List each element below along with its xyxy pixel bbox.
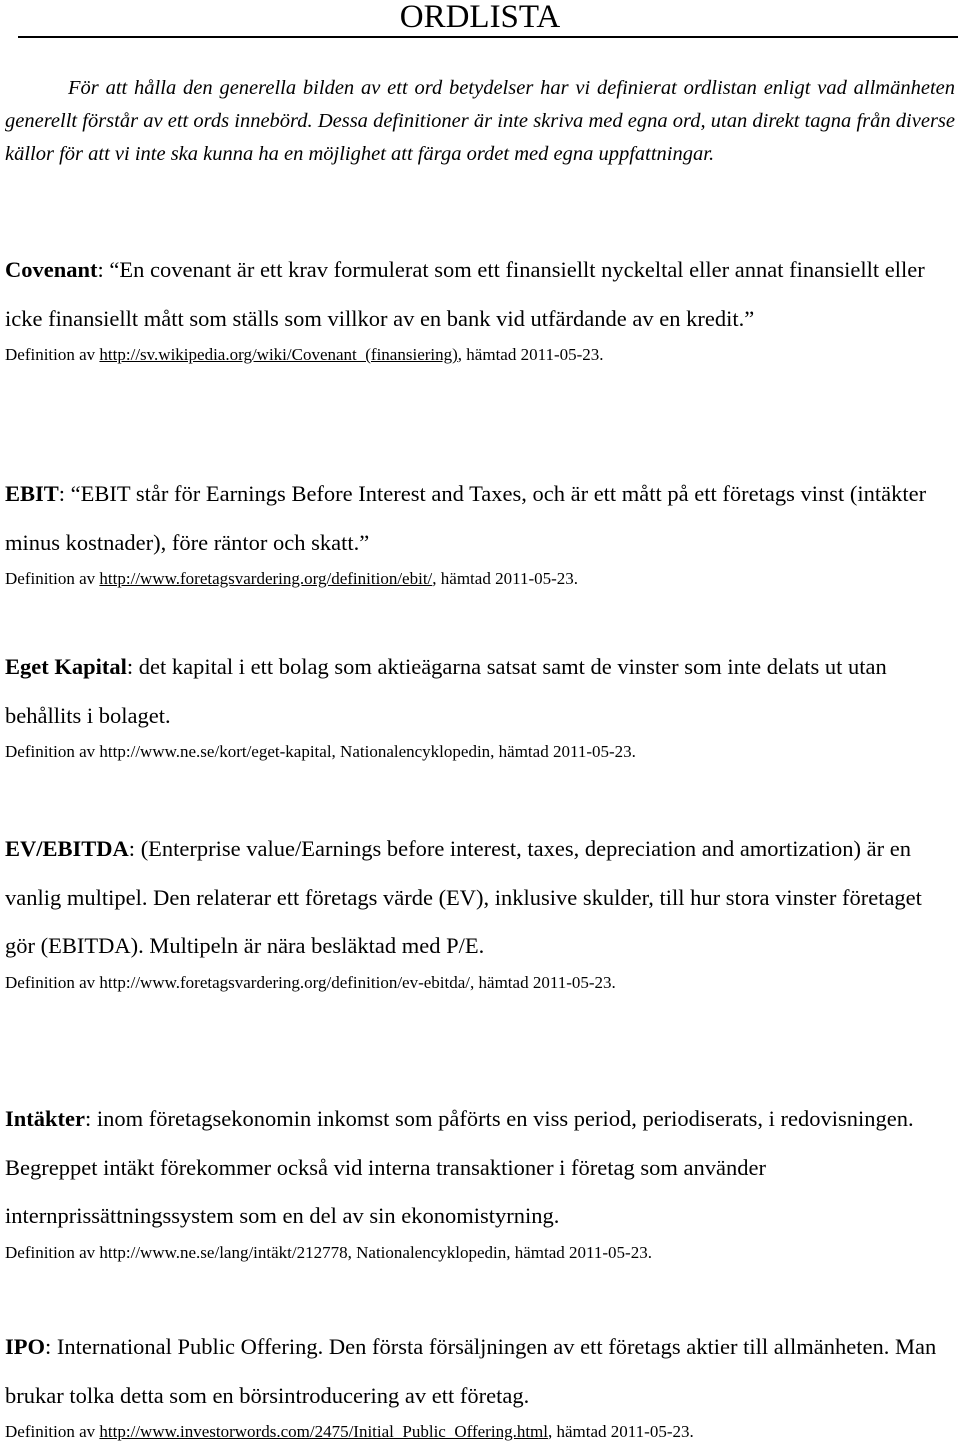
title-divider [18,36,958,38]
source-suffix: , Nationalencyklopedin, hämtad 2011-05-23. [347,1242,652,1262]
source-link[interactable]: http://www.investorwords.com/2475/Initial_Public_Offering.html [99,1422,548,1441]
entry-term: Intäkter [5,1106,85,1131]
glossary-entry-ebit [5,470,953,591]
source-link[interactable]: http://www.ne.se/lang/intäkt/212778 [99,1242,348,1262]
entry-body [5,470,953,567]
entry-term: IPO [5,1334,46,1359]
entry-source [5,1420,953,1444]
source-prefix: Definition av [5,972,100,992]
source-suffix: , hämtad 2011-05-23. [548,1422,694,1441]
glossary-entry-covenant [5,246,953,367]
term-separator: : [128,836,141,861]
intro-paragraph: För att hålla den generella bilden av ett ord betydelser har vi definierat ordlistan enligt vad allmänheten generellt förstår av ett ords innebörd. Dessa definitioner är inte skriva med egna ord, utan direkt tagna från diverse källor för att vi inte ska kunna ha en möjlighet att färga ordet med egna uppfattningar. [5,77,955,165]
source-link[interactable]: http://www.foretagsvardering.org/definition/ev-ebitda/ [99,972,471,992]
term-separator: : [45,1334,57,1359]
source-link[interactable]: http://sv.wikipedia.org/wiki/Covenant_(finansiering) [99,345,458,364]
source-suffix: , hämtad 2011-05-23. [457,345,604,364]
entry-term: Eget Kapital [5,654,127,679]
entry-term: EBIT [5,481,59,506]
glossary-entry-intakter [5,1095,953,1265]
source-suffix: , hämtad 2011-05-23. [470,972,616,992]
source-prefix: Definition av [5,569,100,588]
glossary-entry-ipo [5,1323,953,1444]
entry-body [5,1095,953,1241]
source-prefix: Definition av [5,1242,100,1262]
source-link[interactable]: http://www.foretagsvardering.org/definition/ebit/ [99,569,433,588]
term-separator: : [85,1106,97,1131]
entry-source [5,971,953,995]
entry-definition: En covenant är ett krav formulerat som ett finansiellt nyckeltal eller annat finansiellt eller icke finansiellt mått som ställs som villkor av en bank vid utfärdande av en kredit. [5,257,925,331]
entry-definition: EBIT står för Earnings Before Interest and Taxes, och är ett mått på ett företags vinst (intäkter minus kostnader), före räntor och skatt. [5,481,927,555]
entry-body [5,246,953,343]
term-separator: : “ [97,257,120,282]
entry-body [5,643,953,740]
closing-quote: ” [359,529,370,555]
source-suffix: , Nationalencyklopedin, hämtad 2011-05-23. [331,742,636,761]
entry-body [5,825,953,971]
entry-source [5,567,953,591]
entry-source [5,1241,953,1265]
source-suffix: , hämtad 2011-05-23. [432,569,579,588]
closing-quote: ” [744,305,755,331]
entry-definition: (Enterprise value/Earnings before interest, taxes, depreciation and amortization) är en vanlig multipel. Den relaterar ett företags värde (EV), inklusive skulder, till hur stora vinster företaget gör (EBITDA). Multipeln är nära besläktad med P/E. [5,836,922,958]
entry-body [5,1323,953,1420]
source-link[interactable]: http://www.ne.se/kort/eget-kapital [99,742,332,761]
source-prefix: Definition av [5,345,100,364]
term-separator: : “ [58,481,81,506]
entry-term: EV/EBITDA [5,836,129,861]
entry-definition: International Public Offering. Den första försäljningen av ett företags aktier till allmänheten. Man brukar tolka detta som en börsintroducering av ett företag. [5,1334,937,1408]
source-prefix: Definition av [5,742,100,761]
entry-source [5,740,953,764]
glossary-entry-ev-ebitda [5,825,953,995]
entry-source [5,343,953,367]
page-title: ORDLISTA [399,0,561,35]
term-separator: : [126,654,139,679]
entry-term: Covenant [5,257,98,282]
entry-definition: det kapital i ett bolag som aktieägarna satsat samt de vinster som inte delats ut utan behållits i bolaget. [5,654,887,728]
source-prefix: Definition av [5,1422,100,1441]
glossary-entry-eget-kapital [5,643,953,764]
entry-definition: inom företagsekonomin inkomst som påförts en viss period, periodiserats, i redovisningen. Begreppet intäkt förekommer också vid interna transaktioner i företag som använder internprissättningssystem som en del av sin ekonomistyrning. [5,1106,914,1228]
